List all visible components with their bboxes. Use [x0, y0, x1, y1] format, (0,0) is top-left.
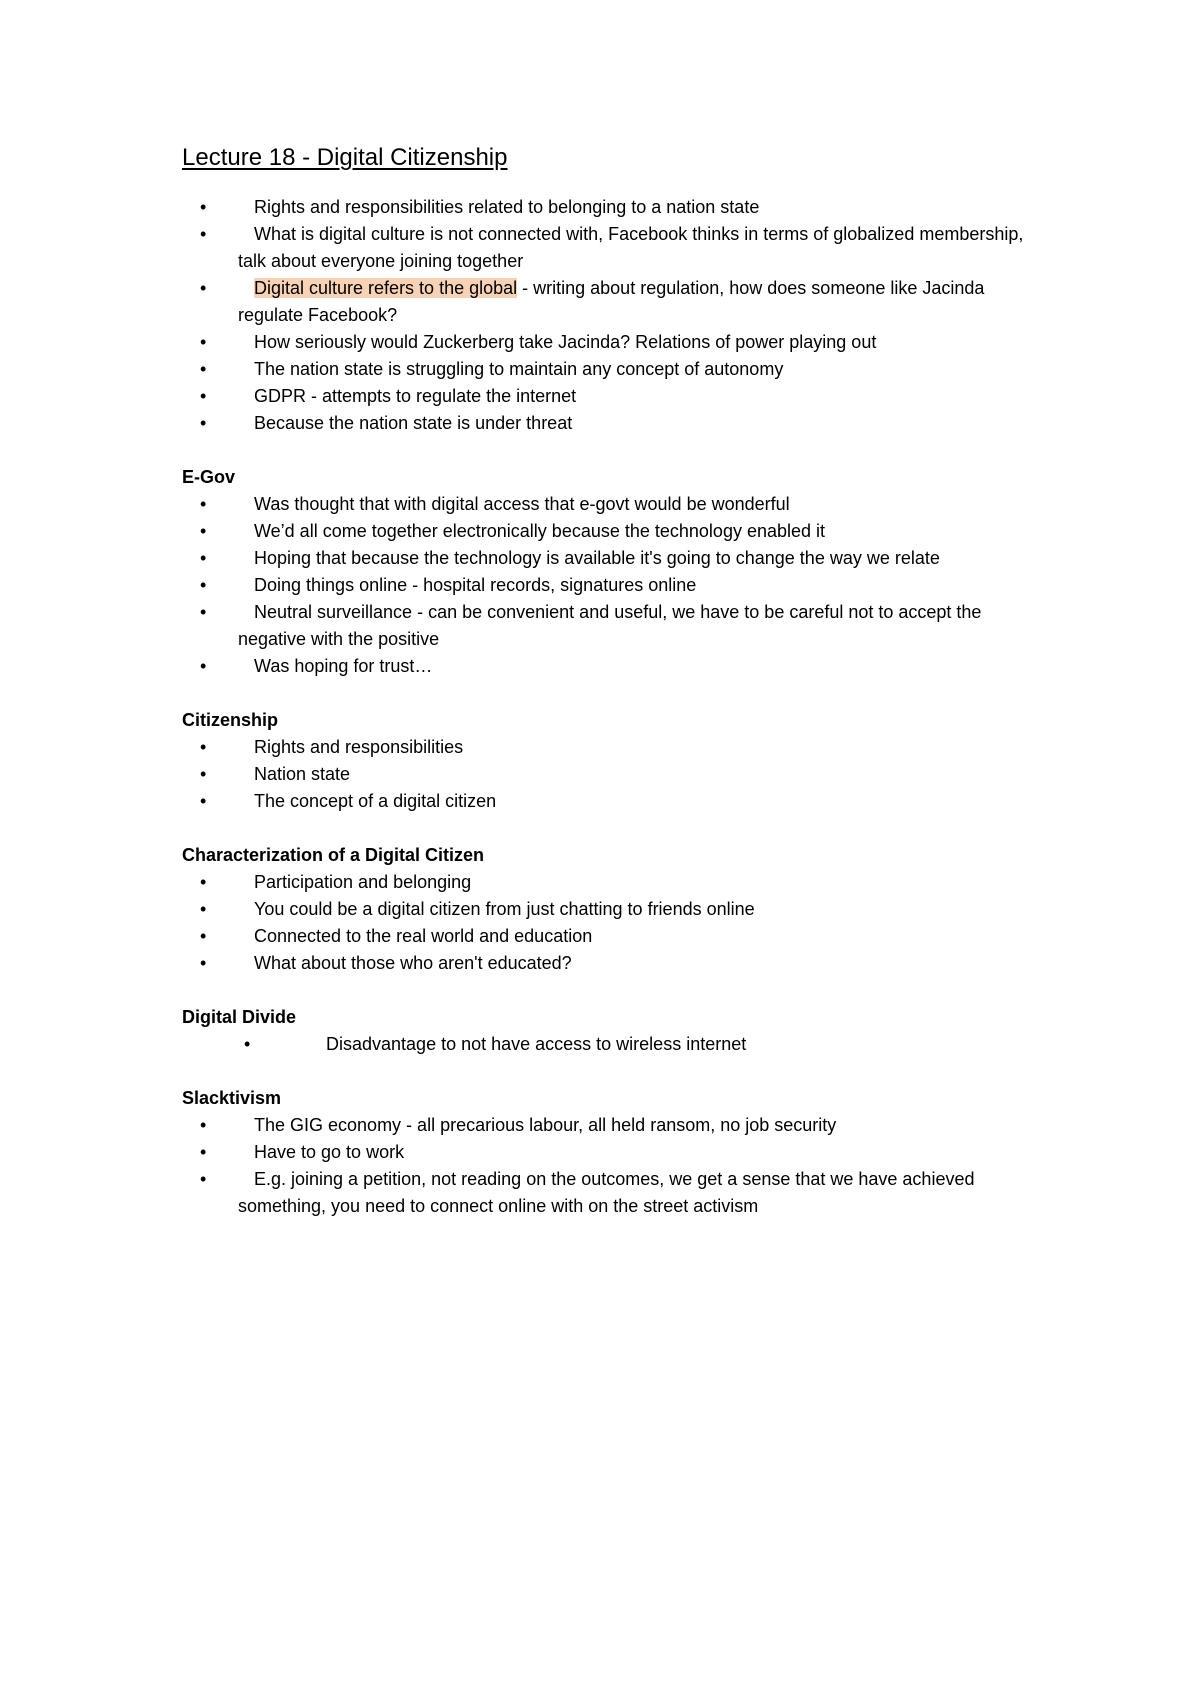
- bullet-icon: •: [200, 602, 207, 623]
- list-item: [182, 356, 1042, 383]
- citizenship-bullet-list: [182, 734, 1042, 815]
- bullet-icon: •: [200, 278, 207, 299]
- list-item-text: We’d all come together electronically because the technology enabled it: [254, 521, 826, 542]
- digital-divide-bullet-list: [182, 1031, 1042, 1058]
- list-item-text: Doing things online - hospital records, signatures online: [254, 575, 697, 596]
- list-item-text: Have to go to work: [254, 1142, 405, 1163]
- list-item: [182, 734, 1042, 761]
- section-heading-citizenship: Citizenship: [182, 710, 279, 731]
- list-item-highlighted: [182, 275, 1042, 329]
- list-item: [182, 653, 1042, 680]
- bullet-icon: •: [200, 764, 207, 785]
- slacktivism-bullet-list: [182, 1112, 1042, 1220]
- bullet-icon: •: [200, 926, 207, 947]
- list-item-text: - writing about regulation, how does someone like Jacinda regulate Facebook?: [238, 278, 985, 326]
- list-item: [182, 194, 1042, 221]
- bullet-icon: •: [200, 899, 207, 920]
- list-item: [182, 491, 1042, 518]
- slacktivism-section: [182, 1085, 1042, 1220]
- characterization-section: [182, 842, 1042, 977]
- egov-bullet-list: [182, 491, 1042, 680]
- list-item-text: Rights and responsibilities related to belonging to a nation state: [254, 197, 760, 218]
- bullet-icon: •: [200, 548, 207, 569]
- list-item-text: E.g. joining a petition, not reading on the outcomes, we get a sense that we have achieved something, you need to connect online with on the street activism: [238, 1169, 975, 1217]
- list-item: [182, 896, 1042, 923]
- list-item: [182, 950, 1042, 977]
- highlighted-text: Digital culture refers to the global: [254, 278, 518, 299]
- list-item-text: The GIG economy - all precarious labour, all held ransom, no job security: [254, 1115, 837, 1136]
- bullet-icon: •: [200, 413, 207, 434]
- bullet-icon: •: [200, 791, 207, 812]
- intro-bullet-list: [182, 194, 1042, 437]
- section-heading-slacktivism: Slacktivism: [182, 1088, 282, 1109]
- section-heading-digital-divide: Digital Divide: [182, 1007, 297, 1028]
- list-item: [182, 410, 1042, 437]
- list-item-text: How seriously would Zuckerberg take Jacinda? Relations of power playing out: [254, 332, 877, 353]
- section-heading-egov: E-Gov: [182, 467, 236, 488]
- list-item-text: Was hoping for trust…: [254, 656, 433, 677]
- bullet-icon: •: [200, 737, 207, 758]
- list-item: [182, 599, 1042, 653]
- list-item-text: Hoping that because the technology is available it's going to change the way we relate: [254, 548, 940, 569]
- section-heading-characterization: Characterization of a Digital Citizen: [182, 845, 485, 866]
- list-item: [182, 383, 1042, 410]
- bullet-icon: •: [200, 359, 207, 380]
- bullet-icon: •: [200, 872, 207, 893]
- list-item: [182, 1031, 1042, 1058]
- bullet-icon: •: [200, 224, 207, 245]
- characterization-bullet-list: [182, 869, 1042, 977]
- bullet-icon: •: [244, 1034, 251, 1055]
- list-item: [182, 761, 1042, 788]
- list-item-text: Connected to the real world and education: [254, 926, 593, 947]
- list-item-text: What is digital culture is not connected with, Facebook thinks in terms of globalized membership, talk about everyone joining together: [238, 224, 1024, 272]
- list-item-text: Because the nation state is under threat: [254, 413, 573, 434]
- list-item: [182, 1166, 1042, 1220]
- list-item-text: Neutral surveillance - can be convenient and useful, we have to be careful not to accept the negative with the positive: [238, 602, 982, 650]
- list-item: [182, 572, 1042, 599]
- list-item-text: Was thought that with digital access that e-govt would be wonderful: [254, 494, 790, 515]
- list-item-text: GDPR - attempts to regulate the internet: [254, 386, 577, 407]
- digital-divide-section: [182, 1004, 1042, 1058]
- list-item: [182, 329, 1042, 356]
- document-title: Lecture 18 - Digital Citizenship: [182, 144, 508, 171]
- citizenship-section: [182, 707, 1042, 815]
- list-item-text: What about those who aren't educated?: [254, 953, 572, 974]
- list-item: [182, 923, 1042, 950]
- list-item-text: You could be a digital citizen from just chatting to friends online: [254, 899, 755, 920]
- list-item-text: The concept of a digital citizen: [254, 791, 497, 812]
- document-content: [182, 142, 1042, 1247]
- bullet-icon: •: [200, 1115, 207, 1136]
- list-item: [182, 518, 1042, 545]
- list-item: [182, 1139, 1042, 1166]
- list-item: [182, 788, 1042, 815]
- list-item: [182, 869, 1042, 896]
- bullet-icon: •: [200, 1142, 207, 1163]
- bullet-icon: •: [200, 521, 207, 542]
- list-item-text: Nation state: [254, 764, 351, 785]
- egov-section: [182, 464, 1042, 680]
- list-item: [182, 221, 1042, 275]
- bullet-icon: •: [200, 953, 207, 974]
- intro-section: [182, 194, 1042, 437]
- bullet-icon: •: [200, 197, 207, 218]
- list-item-text: Rights and responsibilities: [254, 737, 464, 758]
- bullet-icon: •: [200, 386, 207, 407]
- bullet-icon: •: [200, 1169, 207, 1190]
- bullet-icon: •: [200, 332, 207, 353]
- list-item-text: The nation state is struggling to maintain any concept of autonomy: [254, 359, 784, 380]
- bullet-icon: •: [200, 494, 207, 515]
- bullet-icon: •: [200, 575, 207, 596]
- list-item-text: Disadvantage to not have access to wireless internet: [326, 1034, 747, 1055]
- list-item-text: Participation and belonging: [254, 872, 472, 893]
- list-item: [182, 545, 1042, 572]
- list-item: [182, 1112, 1042, 1139]
- bullet-icon: •: [200, 656, 207, 677]
